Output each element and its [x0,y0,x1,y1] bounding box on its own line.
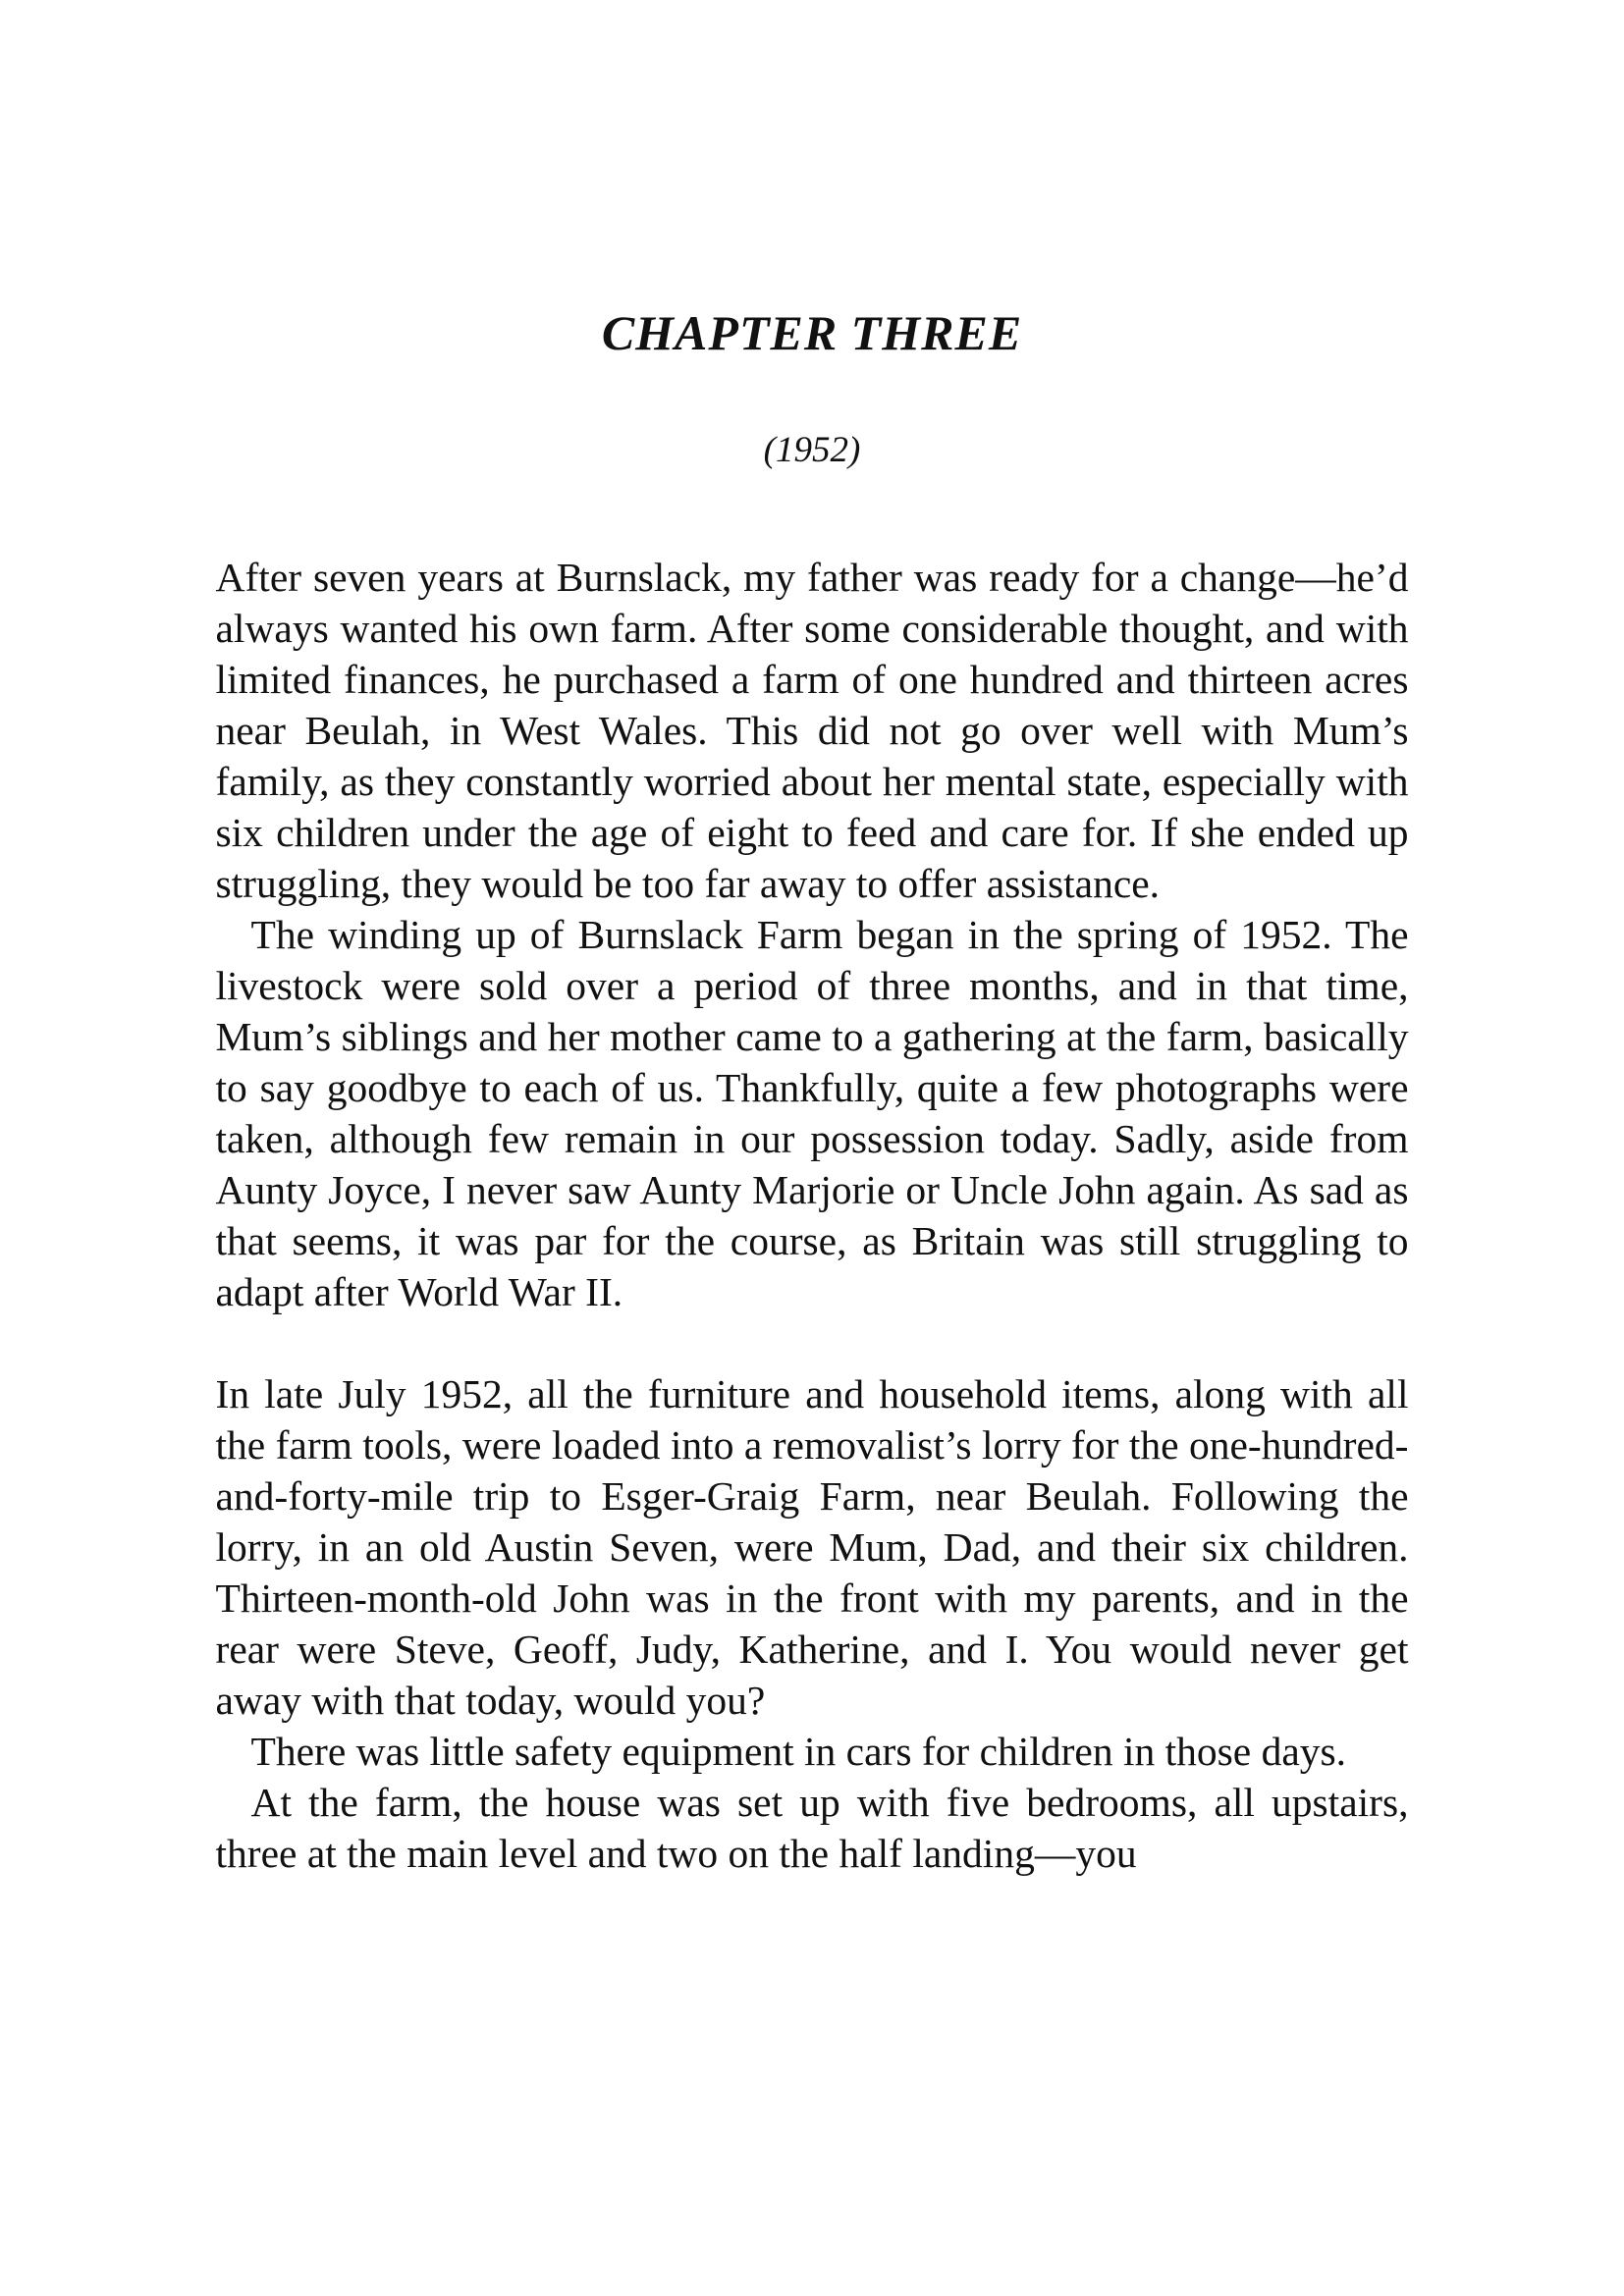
paragraph-1: After seven years at Burnslack, my father was ready for a change—he’d always wanted his own farm. After some considerable thought, and with limited finances, he purchased a farm of one hundred and thirteen acres near Beulah, in West Wales. This did not go over well with Mum’s family, as they constantly worried about her mental state, especially with six children under the age of eight to feed and care for. If she ended up struggling, they would be too far away to offer assistance. [215,554,1409,906]
paragraph-3: In late July 1952, all the furniture and household items, along with all the farm tools, were loaded into a removalist’s lorry for the one-hundred-and-forty-mile trip to Esger-Graig Farm, near Beulah. Following the lorry, in an old Austin Seven, were Mum, Dad, and their six children. Thirteen-month-old John was in the front with my parents, and in the rear were Steve, Geoff, Judy, Katherine, and I. You would never get away with that today, would you? [215,1370,1409,1723]
body-text [216,552,1409,1879]
paragraph-5: At the farm, the house was set up with five bedrooms, all upstairs, three at the main level and two on the half landing—you [215,1779,1409,1876]
chapter-subtitle: (1952) [763,430,861,470]
paragraph-4: There was little safety equipment in cars for children in those days. [250,1728,1347,1774]
paragraph-2: The winding up of Burnslack Farm began in the spring of 1952. The livestock were sold over a period of three months, and in that time, Mum’s siblings and her mother came to a gathering at the farm, basically to say goodbye to each of us. Thankfully, quite a few photographs were taken, although few remain in our possession today. Sadly, aside from Aunty Joyce, I never saw Aunty Marjorie or Uncle John again. As sad as that seems, it was par for the course, as Britain was still struggling to adapt after World War II. [215,911,1409,1314]
page-content [216,0,1409,1879]
chapter-title: CHAPTER THREE [601,305,1023,360]
